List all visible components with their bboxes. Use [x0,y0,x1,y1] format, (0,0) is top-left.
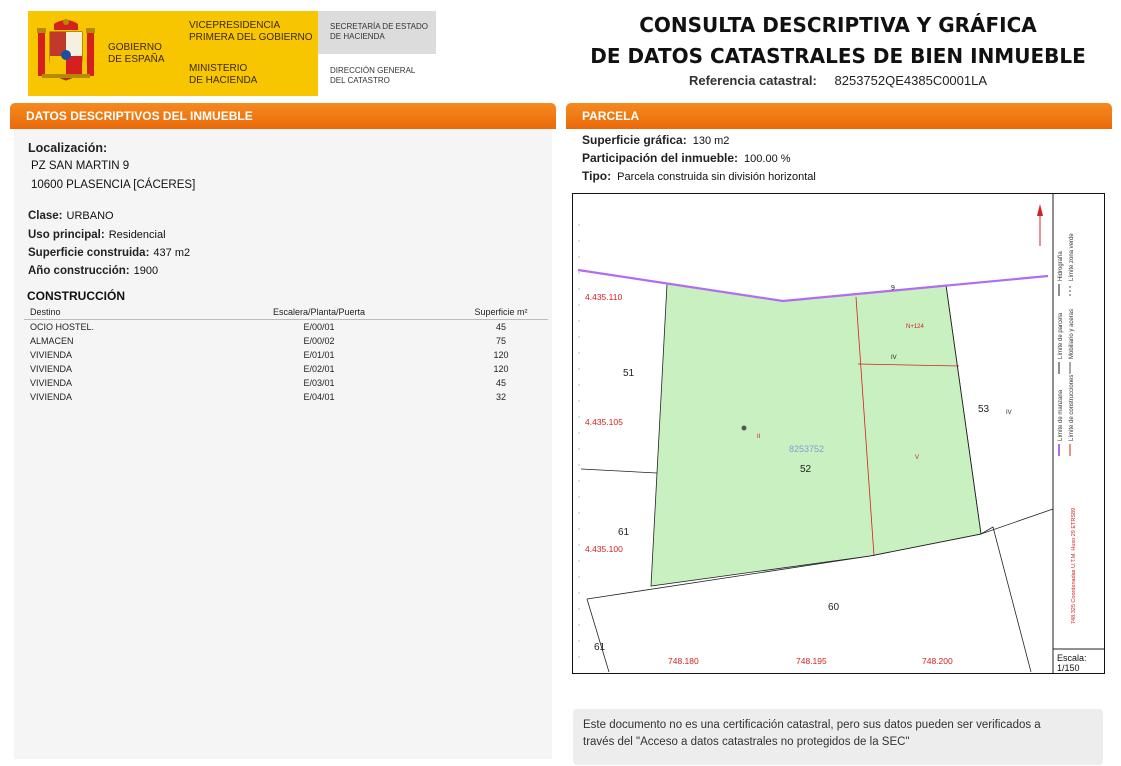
cell-destino: ALMACEN [30,335,74,346]
parcel-label-61: 61 [618,527,630,538]
parcel-map [572,193,1105,674]
title-line-2: DE DATOS CATASTRALES DE BIEN INMUEBLE [590,44,1086,68]
floor-label: IV [1006,410,1012,416]
cell-destino: VIVIENDA [30,377,73,388]
cell-destino: VIVIENDA [30,391,73,402]
construccion-title: CONSTRUCCIÓN [27,289,125,303]
superficie-field [28,247,190,259]
x-tick-label: 748.200 [922,656,953,666]
street-number-label: 9 [891,285,895,292]
superficie-label: Superficie construida: [28,247,150,259]
direc-line-2: DEL CATASTRO [330,76,390,85]
disclaimer-box [573,709,1103,765]
floor-label: V [915,455,920,461]
direccion-general-text [330,66,434,86]
construccion-table [24,306,548,404]
clase-value: URBANO [66,210,114,222]
cell-destino: OCIO HOSTEL. [30,321,95,332]
map-legend [1058,233,1075,456]
clase-label: Clase: [28,210,63,222]
secre-line-2: DE HACIENDA [330,32,385,41]
tipo-field [582,169,816,183]
ref-value: 8253752QE4385C0001LA [834,73,988,88]
cell-superficie: 75 [495,335,506,346]
parcel-point-marker [742,426,747,431]
cell-destino: VIVIENDA [30,349,73,360]
anio-label: Año construcción: [28,265,130,277]
uso-field [28,229,166,241]
tipo-value: Parcela construida sin división horizontal [617,171,816,183]
cell-superficie: 120 [493,349,509,360]
scale-label: Escala: [1057,653,1087,663]
gov-line-1: GOBIERNO [108,42,162,53]
cell-superficie: 45 [495,377,506,388]
address-line-2: 10600 PLASENCIA [CÁCERES] [31,179,196,191]
cell-superficie: 45 [495,321,506,332]
vicepresidencia-text [189,20,314,44]
coords-note: 748.325 Coordenadas U.T.M. Huso 29 ETRS89 [1071,507,1077,624]
legend-item: Límite zona verde [1069,233,1075,281]
floor-label: N+124 [906,324,924,330]
anio-value: 1900 [133,265,159,277]
localizacion-label: Localización: [28,141,108,155]
table-row [24,334,548,348]
y-tick-label: 4.435.110 [585,292,623,302]
table-row [24,390,548,404]
uso-value: Residencial [108,229,166,241]
street-boundary-line [578,270,1048,301]
superficie-grafica-label: Superficie gráfica: [582,133,687,147]
secretaria-text [330,22,434,42]
participacion-label: Participación del inmueble: [582,151,739,165]
table-row [24,320,548,334]
floor-label: IV [891,355,897,361]
col-destino: Destino [24,306,254,320]
cell-escalera: E/02/01 [303,363,335,374]
scale-value: 1/150 [1057,663,1080,673]
legend-item: Límite de manzana [1058,389,1064,441]
minis-line-1: MINISTERIO [189,63,248,74]
anio-field [28,265,158,277]
gobierno-espana-text [108,42,178,66]
cell-superficie: 120 [493,363,509,374]
section-header-datos: DATOS DESCRIPTIVOS DEL INMUEBLE [10,103,556,129]
parcel-boundary [587,599,609,672]
x-tick-label: 748.180 [668,656,699,666]
north-arrow-icon [1037,204,1043,246]
parcel-map-svg [573,194,1104,673]
table-row [24,376,548,390]
minis-line-2: DE HACIENDA [189,75,258,86]
datos-panel [14,129,552,759]
parcel-ref-label: 8253752 [789,444,825,454]
y-tick-label: 4.435.100 [585,544,623,554]
cell-escalera: E/03/01 [303,377,335,388]
disclaimer-line-1: Este documento no es una certificación catastral, pero sus datos pueden ser verificados a [583,719,1041,731]
ref-label: Referencia catastral: [688,73,817,88]
clase-field [28,210,114,222]
legend-item: Límite de construcciones [1069,374,1075,441]
coat-of-arms-icon [36,18,96,84]
vice-line-1: VICEPRESIDENCIA [189,20,281,31]
parcel-label-53: 53 [978,404,990,415]
parcel-52-polygon [651,284,981,586]
page-title [566,10,1110,72]
parcel-label-51: 51 [623,368,635,379]
parcel-boundary [581,469,657,473]
address-line-1: PZ SAN MARTIN 9 [31,160,130,172]
cell-superficie: 32 [495,391,506,402]
cell-escalera: E/00/02 [303,335,335,346]
uso-label: Uso principal: [28,229,105,241]
table-header-row [24,306,548,320]
legend-item: Mobiliario y aceras [1069,308,1075,359]
ministerio-text [189,63,314,87]
title-line-1: CONSULTA DESCRIPTIVA Y GRÁFICA [639,13,1037,37]
disclaimer-line-2: través del "Acceso a datos catastrales no protegidos de la SEC" [583,736,910,748]
referencia-catastral [566,73,1110,88]
vice-line-2: PRIMERA DEL GOBIERNO [189,32,313,43]
secre-line-1: SECRETARÍA DE ESTADO [330,22,428,31]
superficie-grafica-field [582,133,729,147]
y-tick-label: 4.435.105 [585,417,623,427]
cell-escalera: E/04/01 [303,391,335,402]
gov-line-2: DE ESPAÑA [108,54,165,65]
floor-label: II [757,434,761,440]
superficie-grafica-value: 130 m2 [692,135,730,147]
table-row [24,362,548,376]
x-tick-label: 748.195 [796,656,827,666]
parcel-label-52: 52 [800,464,812,475]
participacion-value: 100.00 % [744,153,791,165]
parcel-label-61-lower: 61 [594,642,606,653]
col-escalera: Escalera/Planta/Puerta [254,306,384,320]
cell-destino: VIVIENDA [30,363,73,374]
cell-escalera: E/00/01 [303,321,335,332]
col-superficie: Superficie m² [384,306,548,320]
parcel-label-60: 60 [828,602,840,613]
legend-item: Hidrografía [1058,251,1064,281]
cell-escalera: E/01/01 [303,349,335,360]
participacion-field [582,151,791,165]
superficie-value: 437 m2 [153,247,191,259]
legend-item: Límite de parcela [1058,312,1064,359]
section-header-parcela: PARCELA [566,103,1112,129]
table-row [24,348,548,362]
tipo-label: Tipo: [582,169,612,183]
direc-line-1: DIRECCIÓN GENERAL [330,66,416,75]
